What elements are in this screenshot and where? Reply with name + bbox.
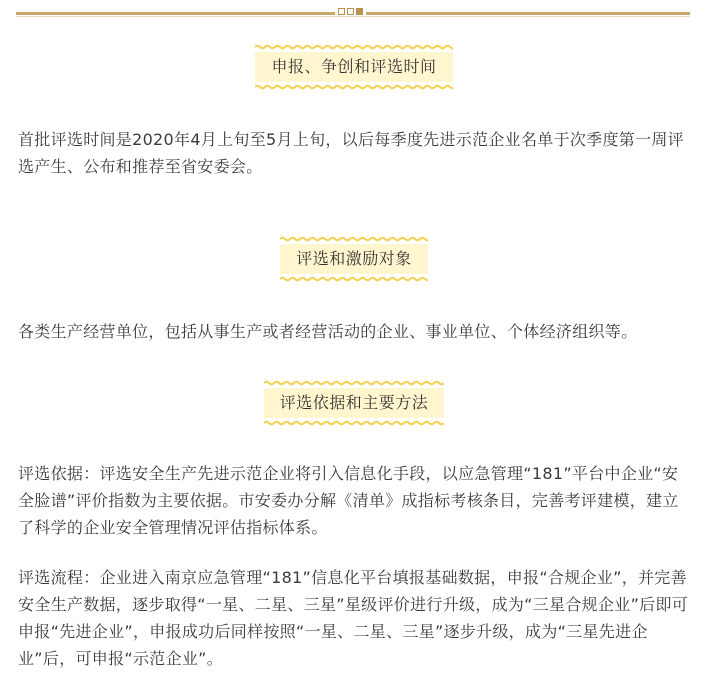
paragraph-process: 评选流程：企业进入南京应急管理“181”信息化平台填报基础数据，申报“合规企业”，并完善安全生产数据，逐步取得“一星、二星、三星”星级评价进行升级，成为“三星合规企业”后即可申报“先进企业”，申报成功后同样按照“一星、二星、三星”逐步升级，成为“三星先进企业”后，可申报“示范企业”。 xyxy=(18,568,689,668)
square-outline-icon xyxy=(338,8,345,15)
section-heading-target xyxy=(280,234,428,284)
square-filled-icon xyxy=(356,8,363,15)
wave-border-top xyxy=(280,234,428,244)
wave-line xyxy=(255,46,453,49)
section-heading-method xyxy=(264,378,444,428)
wave-line xyxy=(255,86,453,89)
wave-border-bottom xyxy=(264,418,444,428)
wave-line xyxy=(264,382,444,385)
top-divider-shadow xyxy=(16,16,690,17)
paragraph-target: 各类生产经营单位，包括从事生产或者经营活动的企业、事业单位、个体经济组织等。 xyxy=(18,322,638,341)
wave-border-top xyxy=(255,42,453,52)
wave-border-top xyxy=(264,378,444,388)
three-squares-icon xyxy=(335,8,366,15)
wave-line xyxy=(280,238,428,241)
section-heading-label: 评选依据和主要方法 xyxy=(264,388,444,418)
section-heading-label: 评选和激励对象 xyxy=(280,244,428,274)
wave-line xyxy=(280,278,428,281)
wave-line xyxy=(264,422,444,425)
wave-border-bottom xyxy=(280,274,428,284)
wave-border-bottom xyxy=(255,82,453,92)
paragraph-basis: 评选依据：评选安全生产先进示范企业将引入信息化手段，以应急管理“181”平台中企业“安全脸谱”评价指数为主要依据。市安委办分解《清单》成指标考核条目，完善考评建模，建立了科学的企业安全管理情况评估指标体系。 xyxy=(18,464,679,537)
paragraph-time: 首批评选时间是2020年4月上旬至5月上旬，以后每季度先进示范企业名单于次季度第一周评选产生、公布和推荐至省安委会。 xyxy=(18,130,684,176)
section-heading-label: 申报、争创和评选时间 xyxy=(255,52,453,82)
section-heading-time xyxy=(255,42,453,92)
square-outline-icon xyxy=(347,8,354,15)
